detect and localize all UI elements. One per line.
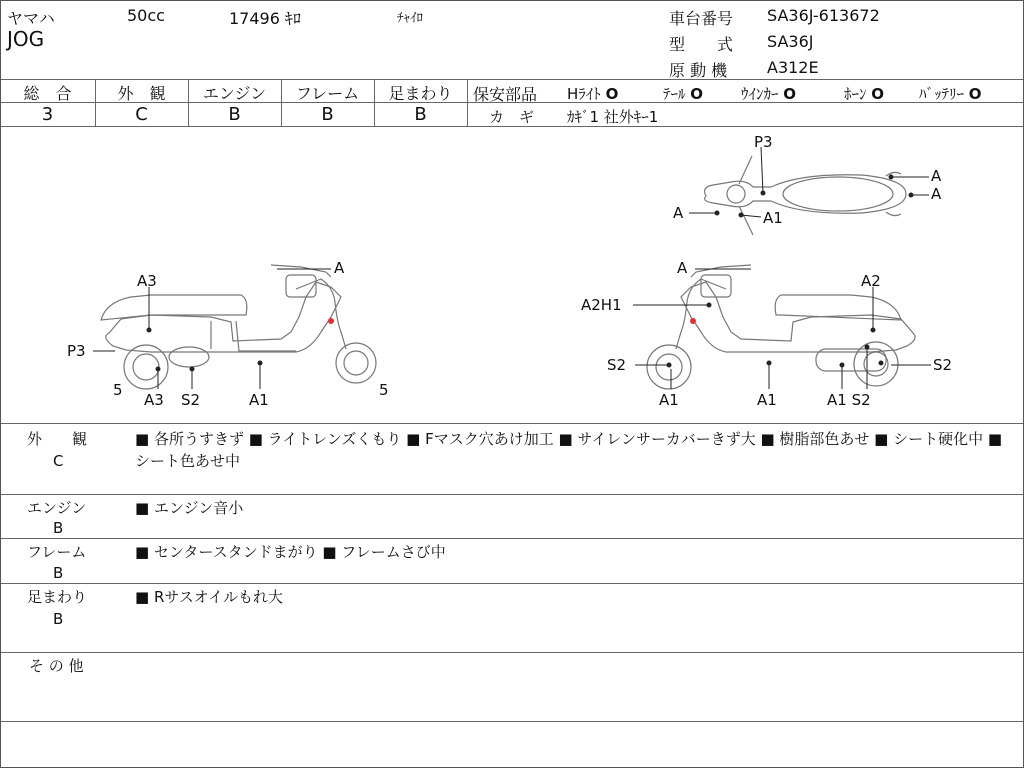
grade-header-suspension: 足まわり — [388, 84, 453, 103]
divider — [1, 721, 1023, 722]
note-text-suspension: ■ Rサスオイルもれ大 — [135, 588, 284, 606]
diag-label: A2 — [861, 272, 881, 290]
red-mark — [690, 318, 696, 324]
note-category-engine: エンジン — [27, 499, 87, 517]
safety-item-horn: ﾎｰﾝ O — [844, 85, 885, 103]
grade-header-overall: 総 合 — [23, 84, 72, 103]
divider — [1, 79, 1023, 80]
diag-label: S2 — [607, 356, 627, 374]
divider — [1, 583, 1023, 584]
diag-label: S2 — [181, 391, 201, 409]
note-text-engine: ■ エンジン音小 — [135, 499, 244, 517]
engine-label: 原 動 機 — [669, 61, 728, 80]
model-name: JOG — [7, 27, 45, 51]
diag-label: A — [677, 259, 688, 277]
scooter-top-meter — [727, 185, 745, 203]
scooter-left-front-wheel — [336, 343, 376, 383]
safety-item-battery: ﾊﾞｯﾃﾘｰ O — [919, 85, 982, 103]
diag-label: A — [931, 185, 942, 203]
note-grade-frame: B — [53, 564, 64, 582]
diag-label: 5 — [379, 381, 389, 399]
divider — [467, 79, 468, 126]
diag-label: A — [673, 204, 684, 222]
displacement: 50cc — [127, 6, 165, 25]
red-mark — [328, 318, 334, 324]
divider — [1, 538, 1023, 539]
diag-label: A1 — [249, 391, 269, 409]
note-text-frame: ■ センタースタンドまがり ■ フレームさび中 — [135, 543, 446, 561]
diag-label: A1 — [757, 391, 777, 409]
scooter-top-seat — [783, 177, 893, 211]
diag-label: S2 — [933, 356, 953, 374]
diag-label: A1 S2 — [827, 391, 871, 409]
grade-header-exterior: 外 観 — [117, 84, 166, 103]
type-label: 型 式 — [669, 35, 734, 54]
note-category-frame: フレーム — [27, 543, 87, 561]
grade-header-frame: フレーム — [295, 84, 360, 103]
diag-label: A — [334, 259, 345, 277]
diag-label: A3 — [137, 272, 157, 290]
note-grade-engine: B — [53, 519, 64, 537]
note-grade-suspension: B — [53, 610, 64, 628]
safety-item-winker: ｳｲﾝｶｰ O — [741, 85, 797, 103]
note-category-other: そ の 他 — [29, 657, 84, 675]
note-category-suspension: 足まわり — [27, 588, 88, 606]
key-label: カ ギ — [489, 108, 535, 126]
diag-label: P3 — [67, 342, 86, 360]
diag-label: P3 — [754, 133, 773, 151]
divider — [1, 494, 1023, 495]
key-value: ｶｷﾞ1 社外ｷｰ1 — [567, 108, 659, 126]
grade-exterior: C — [135, 104, 148, 125]
scooter-left-body — [106, 282, 341, 352]
scooter-damage-diagram — [1, 127, 1023, 423]
frame-no: SA36J-613672 — [767, 6, 880, 25]
safety-label: 保安部品 — [473, 85, 538, 104]
grade-suspension: B — [414, 104, 427, 125]
scooter-right-body — [681, 282, 915, 352]
frame-no-label: 車台番号 — [669, 9, 734, 28]
color: ﾁｬｲﾛ — [397, 11, 423, 26]
scooter-top-handlebar — [739, 156, 753, 235]
diag-label: 5 — [113, 381, 123, 399]
note-text-exterior: ■ 各所うすきず ■ ライトレンズくもり ■ Fマスク穴あけ加工 ■ サイレンサーカバーきず大 ■ 樹脂部色あせ ■ シート硬化中 ■ シート色あせ中 — [135, 430, 1003, 470]
diag-label: A1 — [763, 209, 783, 227]
diag-label: A3 — [144, 391, 164, 409]
diag-label: A1 — [659, 391, 679, 409]
type-value: SA36J — [767, 32, 814, 51]
maker: ヤマハ — [7, 9, 55, 28]
engine-value: A312E — [767, 58, 819, 77]
divider — [1, 652, 1023, 653]
safety-item-tail: ﾃｰﾙ O — [663, 85, 704, 103]
mileage: 17496 ｷﾛ — [229, 9, 301, 28]
grade-overall: 3 — [41, 104, 54, 125]
grade-engine: B — [228, 104, 241, 125]
note-grade-exterior: C — [53, 452, 64, 470]
diag-label: A2H1 — [581, 296, 622, 314]
grade-header-engine: エンジン — [202, 84, 267, 103]
diag-label: A — [931, 167, 942, 185]
note-category-exterior: 外 観 — [27, 430, 88, 448]
grade-frame: B — [321, 104, 334, 125]
safety-item-headlight: Hﾗｲﾄ O — [567, 85, 619, 103]
divider — [1, 423, 1023, 424]
